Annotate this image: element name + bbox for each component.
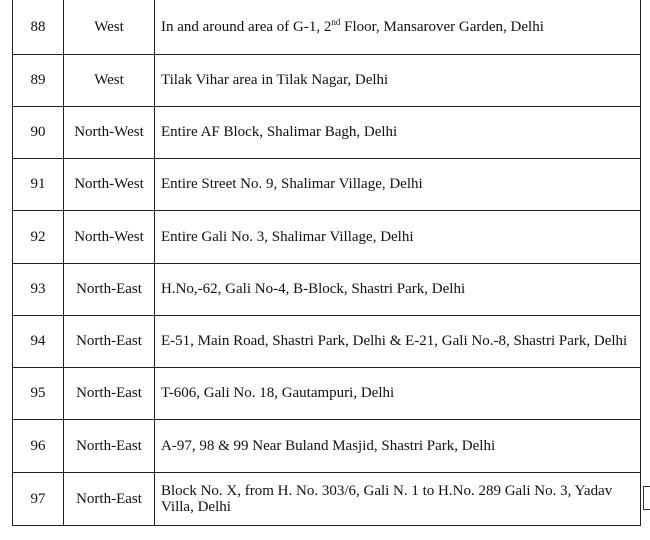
serial-number-cell: 93: [13, 263, 64, 315]
district-cell: West: [64, 54, 155, 106]
area-cell: Entire Gali No. 3, Shalimar Village, Delhi: [155, 210, 641, 263]
district-cell: North-East: [64, 367, 155, 419]
serial-number-cell: 88: [13, 0, 64, 54]
area-cell: [155, 0, 641, 54]
page-edge-bracket: [643, 486, 650, 510]
serial-number-cell: 97: [13, 472, 64, 525]
serial-number-cell: 90: [13, 106, 64, 158]
serial-number-cell: 94: [13, 315, 64, 367]
area-cell: E-51, Main Road, Shastri Park, Delhi & E-21, Gali No.-8, Shastri Park, Delhi: [155, 315, 641, 367]
district-cell: North-East: [64, 472, 155, 525]
area-text: In and around area of G-1, 2: [161, 18, 332, 35]
district-cell: North-East: [64, 315, 155, 367]
table-row: [13, 419, 641, 472]
district-cell: North-West: [64, 106, 155, 158]
table-row: [13, 54, 641, 106]
district-cell: North-East: [64, 419, 155, 472]
ordinal-suffix: nd: [331, 16, 341, 27]
serial-number-cell: 89: [13, 54, 64, 106]
district-cell: North-West: [64, 158, 155, 210]
containment-zone-table: [12, 0, 641, 526]
district-cell: North-West: [64, 210, 155, 263]
serial-number-cell: 95: [13, 367, 64, 419]
area-cell: Entire Street No. 9, Shalimar Village, Delhi: [155, 158, 641, 210]
area-cell: H.No,-62, Gali No-4, B-Block, Shastri Park, Delhi: [155, 263, 641, 315]
area-cell: A-97, 98 & 99 Near Buland Masjid, Shastri Park, Delhi: [155, 419, 641, 472]
table-row: [13, 210, 641, 263]
district-cell: West: [64, 0, 155, 54]
district-cell: North-East: [64, 263, 155, 315]
serial-number-cell: 96: [13, 419, 64, 472]
table-row: [13, 106, 641, 158]
table-row: [13, 158, 641, 210]
table-row: [13, 472, 641, 525]
area-text-continued: Floor, Mansarover Garden, Delhi: [340, 18, 544, 35]
area-cell: T-606, Gali No. 18, Gautampuri, Delhi: [155, 367, 641, 419]
table-row: [13, 0, 641, 54]
table-row: [13, 263, 641, 315]
area-cell: Tilak Vihar area in Tilak Nagar, Delhi: [155, 54, 641, 106]
serial-number-cell: 92: [13, 210, 64, 263]
area-cell: Block No. X, from H. No. 303/6, Gali N. 1 to H.No. 289 Gali No. 3, Yadav Villa, Delhi: [155, 472, 641, 525]
serial-number-cell: 91: [13, 158, 64, 210]
area-cell: Entire AF Block, Shalimar Bagh, Delhi: [155, 106, 641, 158]
table-row: [13, 367, 641, 419]
table-row: [13, 315, 641, 367]
